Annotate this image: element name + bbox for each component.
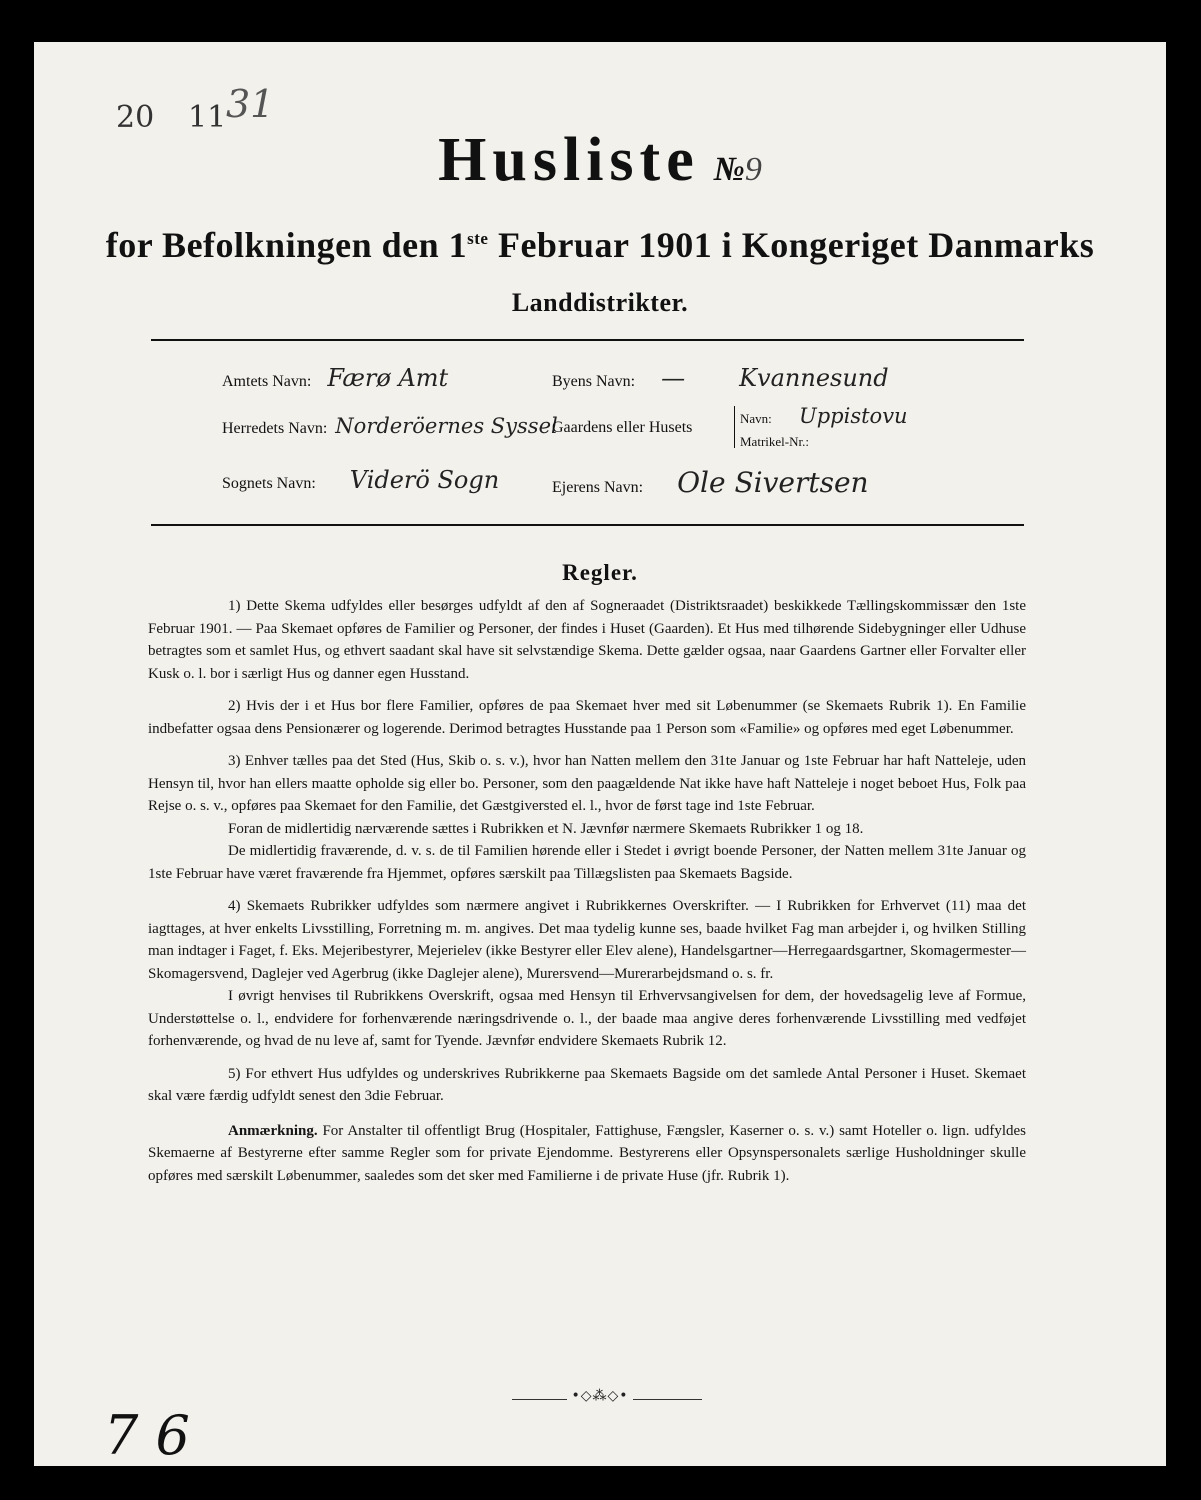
number-sign: № xyxy=(713,151,745,188)
corner-handwritten-number: 31 xyxy=(226,82,275,126)
sogn-field xyxy=(222,466,499,494)
subtitle-after: Februar 1901 i Kongeriget Danmarks xyxy=(488,225,1095,265)
rule-5 xyxy=(148,1063,1026,1108)
herred-label: Herredets Navn: xyxy=(222,420,328,437)
by-label: Byens Navn: xyxy=(552,373,636,390)
by-field xyxy=(552,364,889,392)
navn-field xyxy=(740,404,908,428)
by-value: Kvannesund xyxy=(739,364,889,392)
subtitle-sup: ste xyxy=(467,229,489,248)
ornament xyxy=(34,1388,1166,1404)
sogn-label: Sognets Navn: xyxy=(222,475,316,492)
regler-title: Regler. xyxy=(562,560,638,585)
navn-value: Uppistovu xyxy=(799,404,908,428)
rule-3-text: Enhver tælles paa det Sted (Hus, Skib o. s. v.), hvor han Natten mellem den 31te Januar og 1ste Februar har haft Natteleje, uden Hensyn til, hvor han ellers maatte opholde sig eller bo. Personer, som den paagældende Nat ikke have haft Natteleje i noget beboet Hus, Folk paa Rejse o. s. v., opføres paa Skemaet for den Familie, det Gæstgiversted el. l., hvor de først tage ind 1ste Februar. xyxy=(148,753,1026,814)
corner-number-second: 11 xyxy=(188,100,227,135)
annotation-label: Anmærkning. xyxy=(228,1122,318,1139)
gaard-label: Gaardens eller Husets xyxy=(552,419,693,436)
rule-4 xyxy=(148,895,1026,985)
ornament-glyphs: •◇⁂◇• xyxy=(567,1388,632,1404)
rule-5-text: For ethvert Hus udfyldes og underskrives Rubrikkerne paa Skemaets Bagside om det samlede Antal Personer i Huset. Skemaet skal være færdig udfyldt senest den 3die Februar. xyxy=(148,1065,1026,1104)
rule-2-text: Hvis der i et Hus bor flere Familier, opføres de paa Skemaet hver med sit Løbenummer (se Skemaets Rubrik 1). En Familie indbefatter ogsaa dens Pensionærer og logerende. Derimod betragtes Husstande paa 1 Person som «Familie» og opføres med eget Løbenummer. xyxy=(148,698,1026,737)
rule-1-text: Dette Skema udfyldes eller besørges udfyldt af den af Sogneraadet (Distriktsraadet) beskikkede Tællingskommissær den 1ste Februar 1901. — Paa Skemaet opføres de Familier og Personer, der findes i Huset (Gaarden). Et Hus med tilhørende Sidebygninger eller Udhuse betragtes som et samlet Hus, og ethvert saadant skal have sit selvstændige Skema. Dette gælder ogsaa, naar Gaardens Gartner eller Forvalter eller Kusk o. l. bor i særligt Hus og danner egen Husstand. xyxy=(148,598,1027,682)
rule-1-number: 1) xyxy=(228,598,241,614)
navn-label: Navn: xyxy=(740,411,772,426)
amt-field xyxy=(222,364,448,392)
rule-2-number: 2) xyxy=(228,698,241,714)
district-heading: Landdistrikter. xyxy=(511,288,689,317)
amt-label: Amtets Navn: xyxy=(222,373,312,390)
rule-3c: De midlertidig fraværende, d. v. s. de til Familien hørende eller i Stedet i øvrigt boende Personer, der Natten mellem 31te Januar og 1ste Februar have været fraværende fra Hjemmet, opføres særskilt paa Tillægslisten paa Skemaets Bagside. xyxy=(148,843,1026,882)
census-form-sheet xyxy=(34,42,1166,1466)
rule-4-text: Skemaets Rubrikker udfyldes som nærmere angivet i Rubrikkernes Overskrifter. — I Rubrikken for Erhvervet (11) maa det iagttages, at hver enkelts Livsstilling, Forretning m. m. angives. Det maa tydelig kunne ses, baade hvilket Fag man arbejder i, og hvilken Stilling man indtager i Faget, f. Eks. Mejeribestyrer, Mejerielev (ikke Bestyrer eller Elev alene), Handelsgartner—Herregaardsgartner, Skomagermester—Skomagersvend, Daglejer ved Agerbrug (ikke Daglejer alene), Murersvend—Murerarbejdsmand o. s. fr. xyxy=(148,898,1027,982)
title-text: Husliste xyxy=(438,126,700,194)
bottom-handwritten-note: 7 6 xyxy=(104,1404,190,1466)
ejer-field xyxy=(552,466,869,499)
rule-4-number: 4) xyxy=(228,898,241,914)
rules-body xyxy=(148,595,1026,1187)
gaard-field xyxy=(552,419,692,437)
sogn-value: Viderö Sogn xyxy=(349,466,500,494)
rule-3b: Foran de midlertidig nærværende sættes i Rubrikken et N. Jævnfør nærmere Skemaets Rubrikker 1 og 18. xyxy=(228,820,864,837)
amt-value: Færø Amt xyxy=(327,364,449,392)
form-subtitle xyxy=(34,224,1166,266)
bottom-divider xyxy=(151,524,1024,526)
gaard-bracket xyxy=(734,406,735,448)
ejer-label: Ejerens Navn: xyxy=(552,479,644,496)
rule-2 xyxy=(148,695,1026,740)
matrikel-label: Matrikel-Nr.: xyxy=(740,434,809,449)
rule-4b: I øvrigt henvises til Rubrikkens Overskrift, ogsaa med Hensyn til Erhvervsangivelsen for dem, der hovedsagelig leve af Formue, Understøttelse o. l., endvidere for forhenværende næringsdrivende o. l., der baade maa angive deres forhenværende Livsstilling med vedføjet forhenværende, og hvad de nu leve af, samt for Tyende. Jævnfør endvidere Skemaets Rubrik 12. xyxy=(148,988,1026,1049)
form-number: 9 xyxy=(744,151,762,188)
form-title xyxy=(34,125,1166,196)
rule-1 xyxy=(148,595,1026,685)
rule-3-number: 3) xyxy=(228,753,241,769)
herred-field xyxy=(222,414,558,438)
subtitle-before: for Befolkningen den 1 xyxy=(105,225,468,265)
annotation-text: For Anstalter til offentligt Brug (Hospitaler, Fattighuse, Fængsler, Kaserner o. s. v.) samt Hoteller o. lign. udfyldes Skemaerne af Bestyrerne efter samme Regler som for private Ejendomme. Bestyrerens eller Opsynspersonalets særlige Husholdninger skulle opføres med særskilt Løbenummer, saaledes som det sker med Familierne i de private Huse (jfr. Rubrik 1). xyxy=(148,1122,1026,1184)
top-divider xyxy=(151,339,1024,341)
by-dash: — xyxy=(661,364,686,392)
herred-value: Norderöernes Syssel xyxy=(335,414,558,438)
rule-3 xyxy=(148,750,1026,818)
rule-5-number: 5) xyxy=(228,1065,241,1082)
annotation-note xyxy=(148,1120,1026,1188)
matrikel-field xyxy=(740,434,809,450)
corner-number-first: 20 xyxy=(116,100,155,135)
ejer-value: Ole Sivertsen xyxy=(677,466,869,499)
